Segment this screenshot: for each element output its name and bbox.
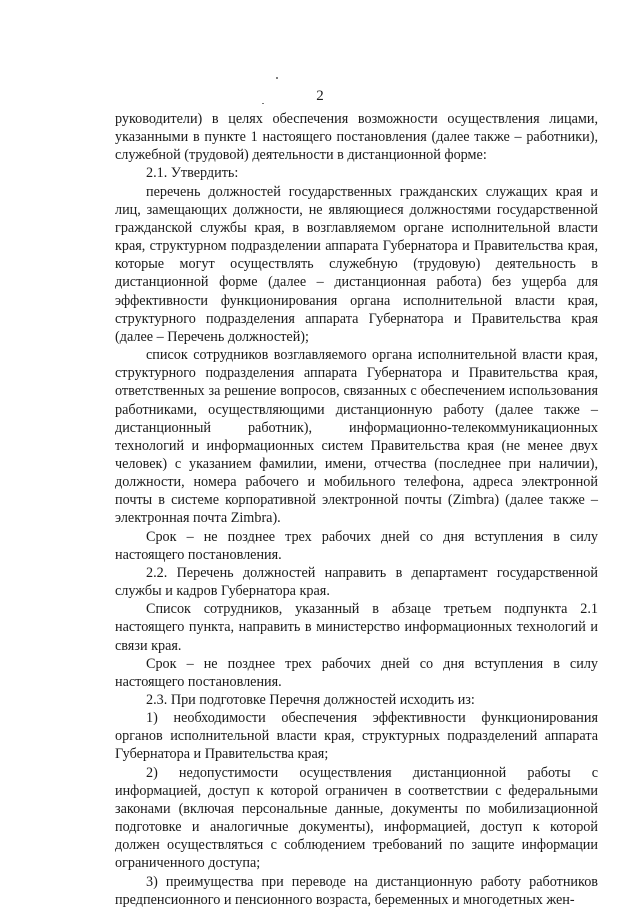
page-number: 2	[316, 88, 324, 104]
paragraph-2-1-heading: 2.1. Утвердить:	[146, 165, 239, 182]
paragraph-staff-list: список сотрудников возглавляемого органа исполнительной власти края, структурного подразделения аппарата Губернатора и Правительства края, ответственных за решение вопросов, связанных с обеспечением использования работниками, осуществляющими дистанционную работу (далее также – дистанционный работник), информационно-телекоммуникационных технологий и информационных систем Правительства края (не менее двух человек) с указанием фамилии, имени, отчества (последнее при наличии), должности, номера рабочего и мобильного телефона, адреса электронной почты в системе корпоративной электронной почты (Zimbra) (далее также – электронная почта Zimbra).	[115, 347, 598, 527]
paragraph-2-2: 2.2. Перечень должностей направить в департамент государственной службы и кадров Губернатора края.	[115, 564, 598, 600]
paragraph-item-3: 3) преимущества при переводе на дистанционную работу работников предпенсионного и пенсионного возраста, беременных и многодетных жен-	[115, 873, 598, 908]
paragraph-deadline-1: Срок – не позднее трех рабочих дней со дня вступления в силу настоящего постановления.	[115, 528, 598, 563]
scan-speck	[276, 77, 278, 79]
paragraph-deadline-2: Срок – не позднее трех рабочих дней со дня вступления в силу настоящего постановления.	[115, 655, 598, 690]
document-body	[115, 110, 598, 909]
paragraph-2-3: 2.3. При подготовке Перечня должностей исходить из:	[146, 692, 475, 708]
paragraph-staff-send: Список сотрудников, указанный в абзаце третьем подпункта 2.1 настоящего пункта, направить в министерство информационных технологий и связи края.	[115, 601, 598, 654]
paragraph-item-1: 1) необходимости обеспечения эффективности функционирования органов исполнительной власти края, структурных подразделений аппарата Губернатора и Правительства края;	[115, 710, 598, 763]
paragraph-continuation: руководители) в целях обеспечения возможности осуществления лицами, указанными в пункте 1 настоящего постановления (далее также – работники), служебной (трудовой) деятельности в дистанционной форме:	[115, 111, 598, 164]
paragraph-item-2: 2) недопустимости осуществления дистанционной работы с информацией, доступ к которой ограничен в соответствии с федеральными законами (включая персональные данные, документы по мобилизационной подготовке и аналогичные документы), информацией, доступ к которой должен осуществляться с соблюдением требований по защите информации ограниченного доступа;	[115, 764, 598, 872]
paragraph-positions-list: перечень должностей государственных гражданских служащих края и лиц, замещающих должности, не являющиеся должностями государственной гражданской службы края, в возглавляемом органе исполнительной власти края, структурном подразделении аппарата Губернатора и Правительства края, которые могут осуществлять служебную (трудовую) деятельность в дистанционной форме (далее – дистанционная работа) без ущерба для эффективности функционирования органа исполнительной власти края, структурного подразделения аппарата Губернатора и Правительства края (далее – Перечень должностей);	[115, 183, 598, 345]
